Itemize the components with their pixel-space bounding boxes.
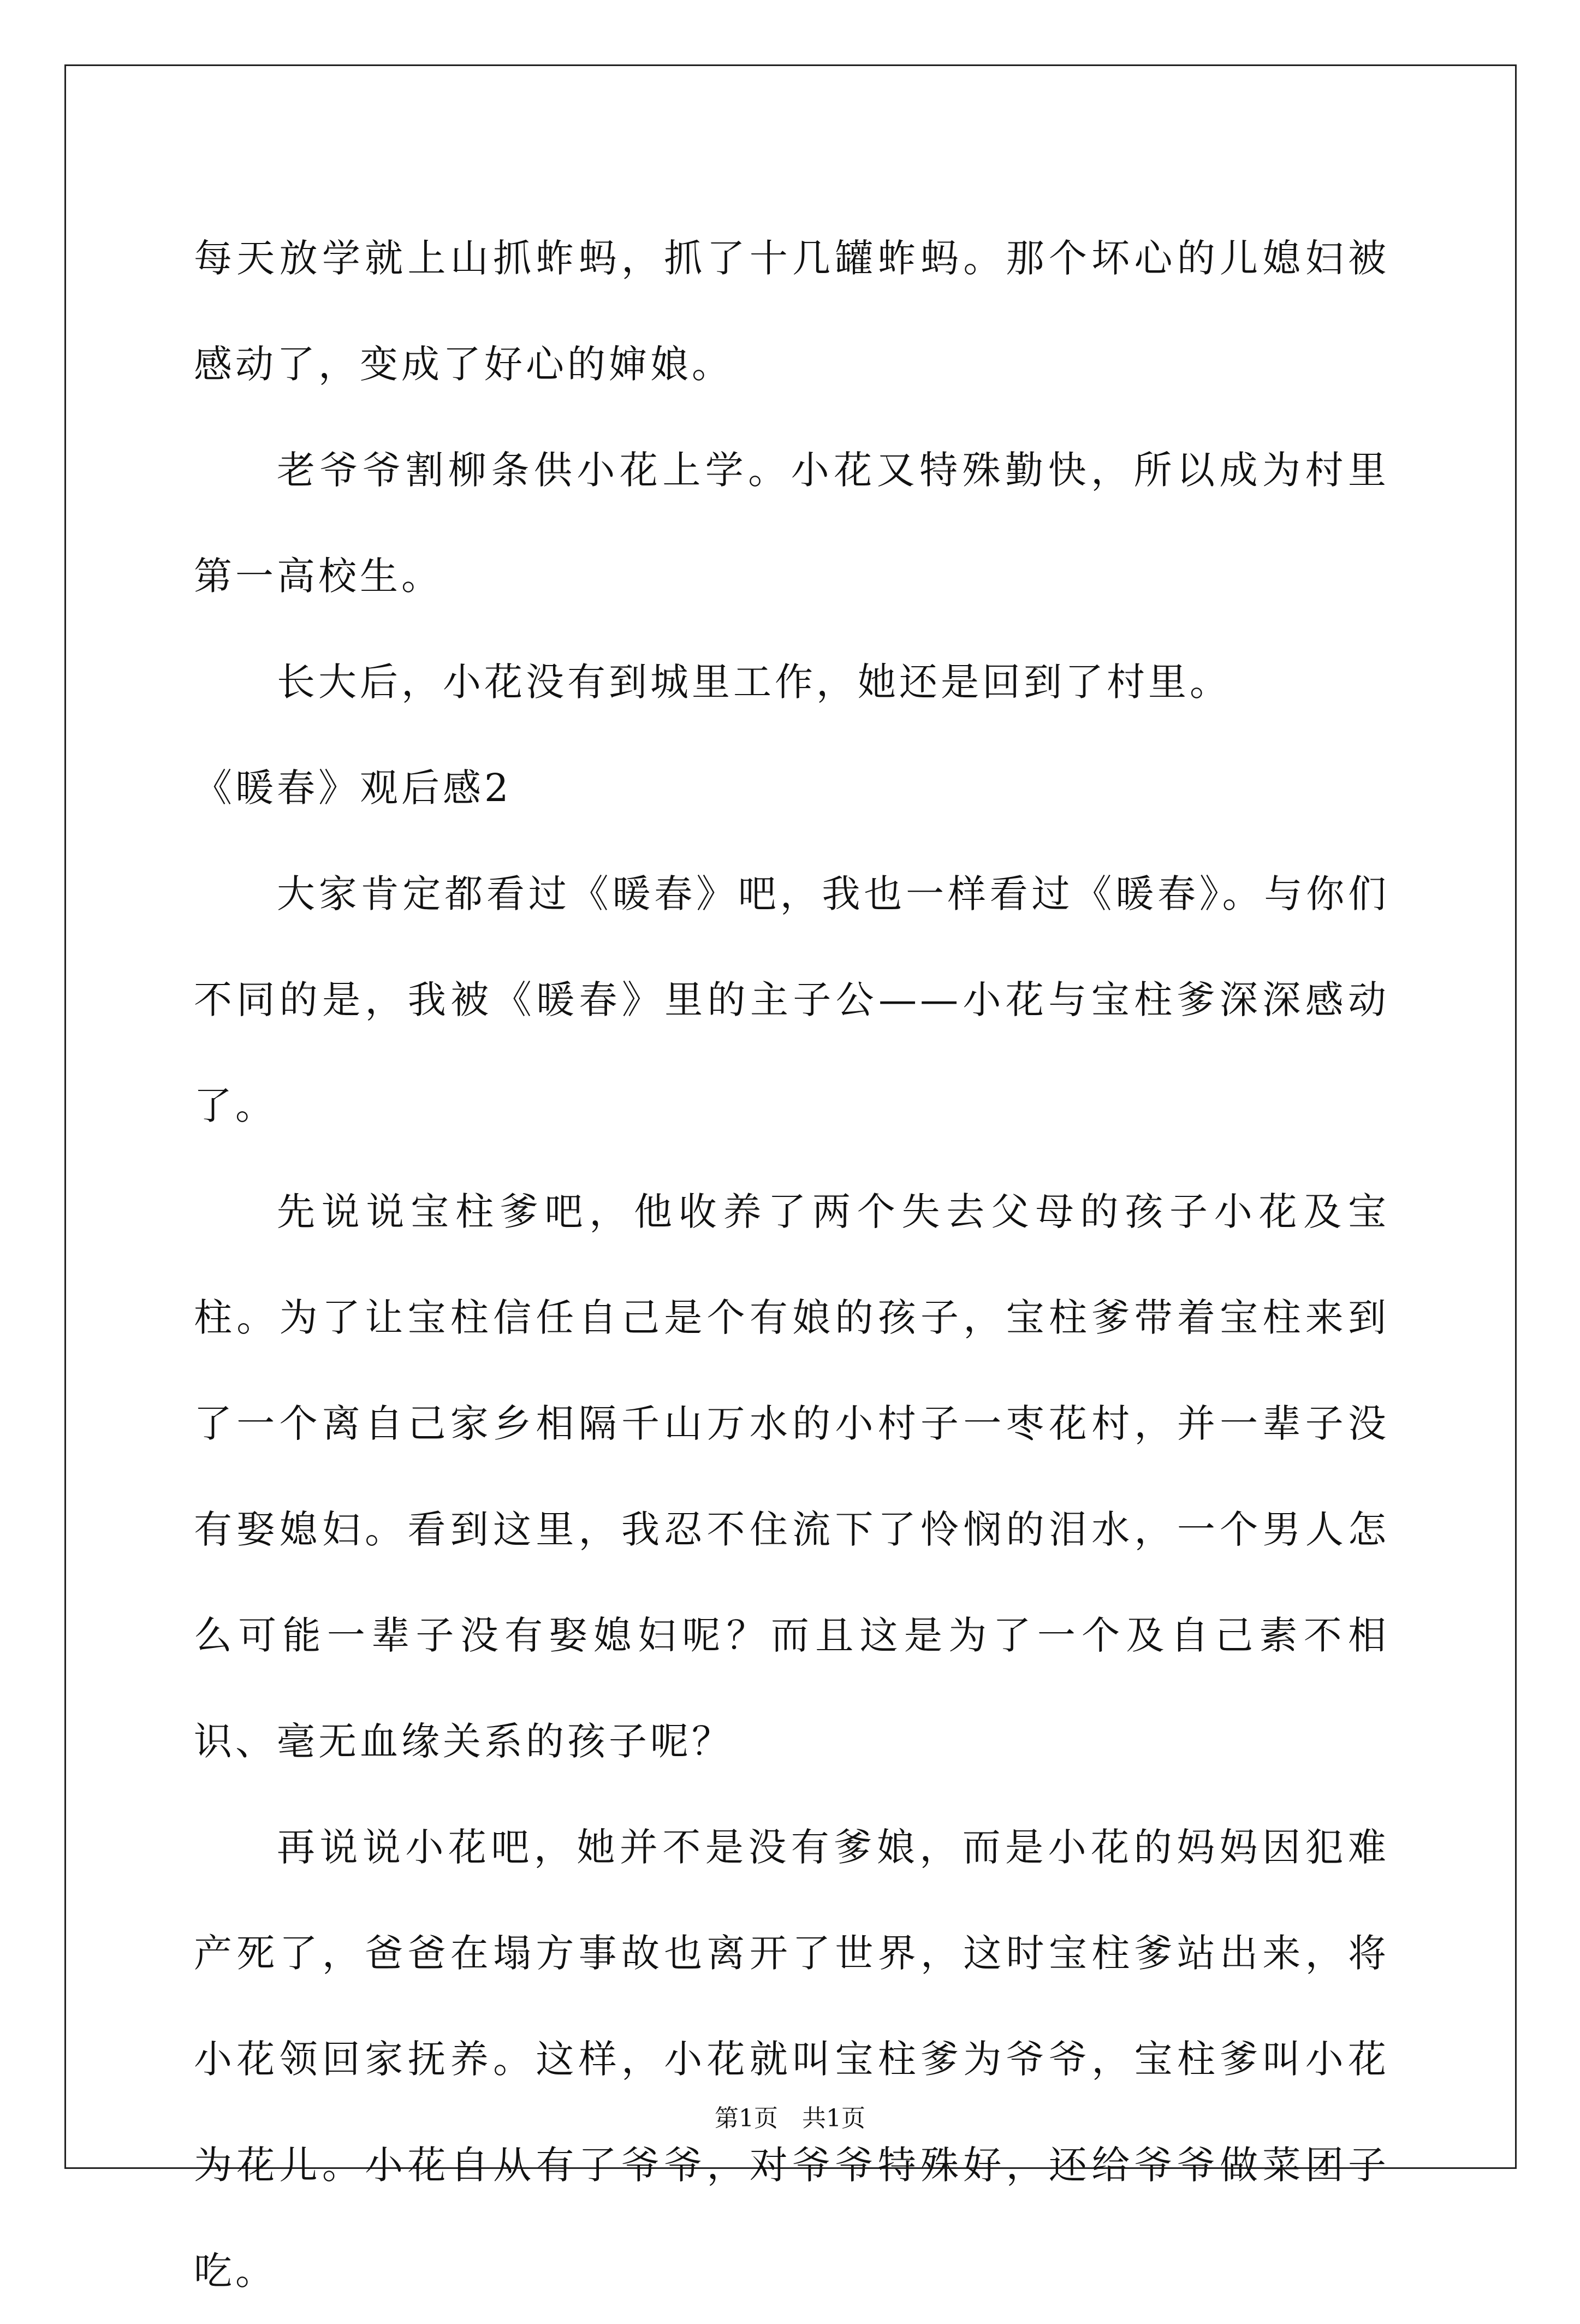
page-footer: 第1页 共1页	[715, 2104, 865, 2132]
paragraph: 老爷爷割柳条供小花上学。小花又特殊勤快，所以成为村里第一高校生。	[194, 448, 1389, 598]
paragraph: 先说说宝柱爹吧，他收养了两个失去父母的孩子小花及宝柱。为了让宝柱信任自己是个有娘的孩子，宝柱爹带着宝柱来到了一个离自己家乡相隔千山万水的小村子一枣花村，并一辈子没有娶媳妇。看到这里，我忍不住流下了怜悯的泪水，一个男人怎么可能一辈子没有娶媳妇呢？而且这是为了一个及自己素不相识、毫无血缘关系的孩子呢？	[194, 1189, 1389, 1764]
paragraph: 大家肯定都看过《暖春》吧，我也一样看过《暖春》。与你们不同的是，我被《暖春》里的主子公——小花与宝柱爹深深感动了。	[194, 872, 1389, 1128]
paragraph-continuation: 每天放学就上山抓蚱蚂，抓了十几罐蚱蚂。那个坏心的儿媳妇被感动了，变成了好心的婶娘。	[194, 236, 1389, 387]
section-heading: 《暖春》观后感2	[194, 766, 512, 810]
paragraph: 再说说小花吧，她并不是没有爹娘，而是小花的妈妈因犯难产死了，爸爸在塌方事故也离开了世界，这时宝柱爹站出来，将小花领回家抚养。这样，小花就叫宝柱爹为爷爷，宝柱爹叫小花为花儿。小花自从有了爷爷，对爷爷特殊好，还给爷爷做菜团子吃。	[194, 1825, 1389, 2293]
paragraph: 长大后，小花没有到城里工作，她还是回到了村里。	[277, 660, 1231, 704]
document-body	[194, 205, 1389, 2324]
